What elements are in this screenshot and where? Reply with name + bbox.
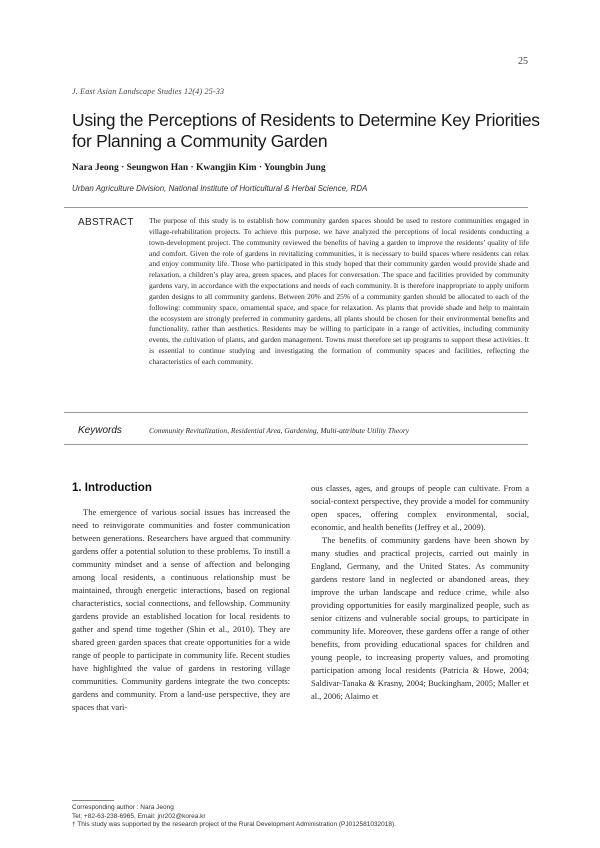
page-number: 25 xyxy=(518,56,528,67)
journal-citation: J. East Asian Landscape Studies 12(4) 25-33 xyxy=(72,87,225,96)
abstract-text: The purpose of this study is to establish how community garden spaces should be used to restore communities engaged in village-rehabilitation projects. To achieve this purpose, we have analyzed the perceptions of local residents conducting a town-development project. The community reviewed the benefits of having a garden to improve the residents’ quality of life and comfort. Given the role of gardens in revitalizing communities, it is necessary to build spaces where residents can relax and enjoy community life. Those who participated in this study hoped that their community garden would provide shade and relaxation, a children’s play area, green spaces, and places for conversation. The space and facilities provided by community gardens vary, in accordance with the expectations and needs of each community. It is therefore inappropriate to apply uniform garden designs to all community gardens. Between 20% and 25% of a community garden should be allocated to each of the following: community space, ornamental space, and space for relaxation. As plants that provide shade and help to maintain the ecosystem are strongly preferred in community gardens, all plants should be chosen for their environmental benefits and functionality, rather than aesthetics. Residents may be willing to participate in a range of activities, including community events, the cultivation of plants, and garden management. Towns must therefore set up programs to support these activities. It is essential to continue studying and investigating the formation of community spaces and facilities, reflecting the characteristics of each community. xyxy=(149,216,529,366)
keywords-bottom-rule xyxy=(64,444,528,445)
corresponding-author: Corresponding author : Nara Jeong xyxy=(72,804,174,811)
body-column-right xyxy=(311,482,529,703)
author-list: Nara Jeong · Seungwon Han · Kwangjin Kim · Youngbin Jung xyxy=(72,163,326,173)
contact-info: Tel: +82-63-238-6965, Email: jnr202@korea.kr xyxy=(72,812,206,820)
footnotes xyxy=(72,804,396,830)
section-heading: 1. Introduction xyxy=(72,482,152,494)
abstract-bottom-rule xyxy=(64,412,528,413)
footnote-rule xyxy=(72,800,114,801)
body-paragraph: The emergence of various social issues has increased the need to reinvigorate communities and foster communication between generations. Researchers have argued that community gardens offer a potential solution to these problems. To instill a community mindset and a sense of affection and belonging among local residents, a continuous relationship must be maintained, through energetic interactions, based on regional characteristics, social connections, and fellowship. Community gardens provide an established location for local residents to gather and spend time together (Shin et al., 2010). They are shared green garden spaces that create opportunities for a wide range of people to participate in community life. Recent studies have highlighted the value of gardens in restoring village communities. Community gardens integrate the two concepts: gardens and community. From a land-use perspective, they are spaces that vari- xyxy=(72,507,290,712)
body-column-left xyxy=(72,506,290,714)
body-paragraph-continuation: ous classes, ages, and groups of people can cultivate. From a social-context perspective, they provide a model for community open spaces, offering complex environmental, social, economic, and health benefits (Jeffrey et al., 2009). xyxy=(311,483,529,532)
funding-note: † This study was supported by the research project of the Rural Development Administration (PJ012581032018). xyxy=(72,821,396,828)
keywords-heading: Keywords xyxy=(78,425,122,436)
body-paragraph: The benefits of community gardens have been shown by many studies and practical projects, carried out mainly in England, Germany, and the United States. As community gardens restore land in neglected or abandoned areas, they improve the urban landscape and reduce crime, while also providing opportunities for easily marginalized people, such as senior citizens and vulnerable social groups, to participate in community life. Moreover, these gardens offer a range of other benefits, from providing educational spaces for children and young people, to increasing property values, and promoting participation among local residents (Patricia & Howe, 2004; Saldivar-Tanaka & Krasny, 2004; Buckingham, 2005; Maller et al., 2006; Alaimo et xyxy=(311,535,529,701)
paper-title: Using the Perceptions of Residents to Determine Key Priorities for Planning a Community Garden xyxy=(72,110,540,151)
keywords-text: Community Revitalization, Residential Area, Gardening, Multi-attribute Utility Theory xyxy=(149,426,410,435)
abstract-top-rule xyxy=(64,207,528,208)
affiliation: Urban Agriculture Division, National Institute of Horticultural & Herbal Science, RDA xyxy=(72,184,368,193)
abstract-heading: ABSTRACT xyxy=(78,217,134,228)
